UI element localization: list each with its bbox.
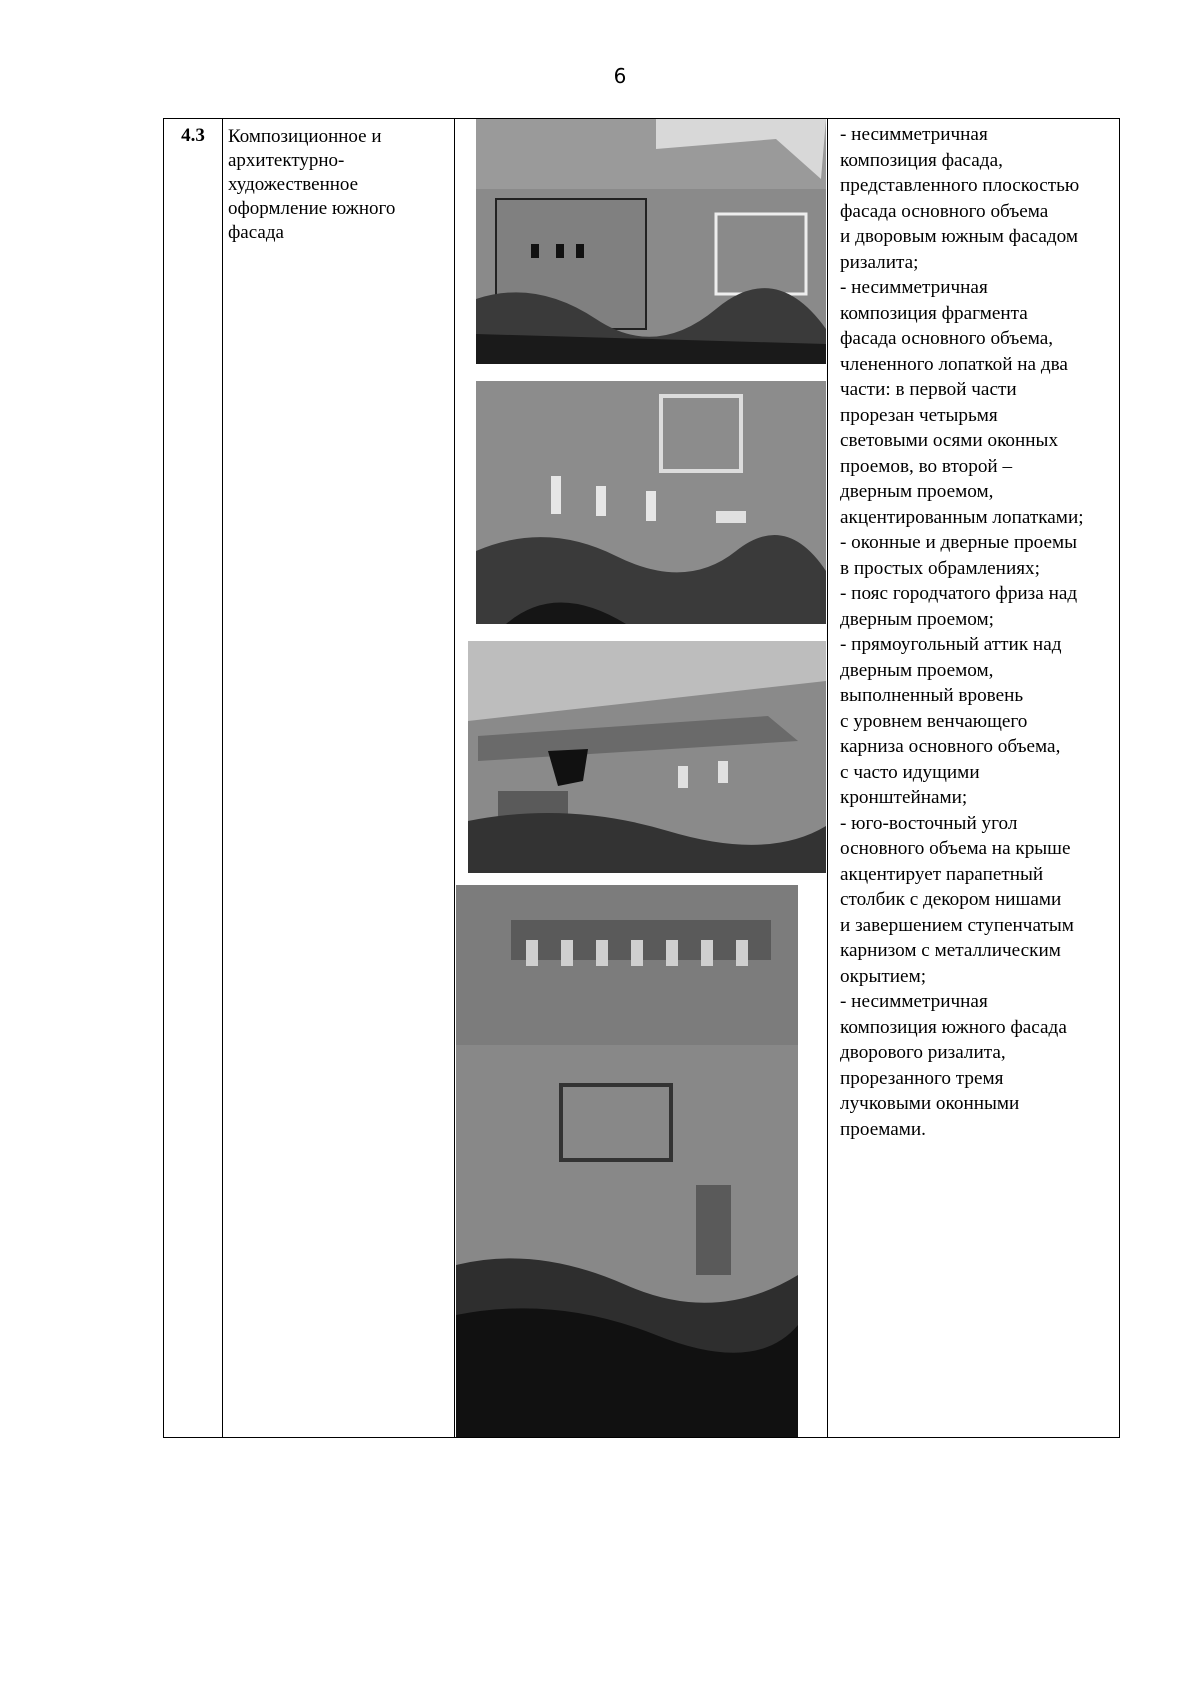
page-number: 6 xyxy=(613,64,627,88)
description-line: и завершением ступенчатым xyxy=(840,914,1074,936)
photo-column xyxy=(456,119,826,1437)
column-divider xyxy=(827,119,828,1437)
element-name-line: художественное xyxy=(228,174,359,195)
description-line: члененного лопаткой на два xyxy=(840,353,1068,375)
description-line: прорезан четырьмя xyxy=(840,404,998,426)
row-number: 4.3 xyxy=(181,125,205,146)
element-name-line: Композиционное и xyxy=(228,126,382,147)
description-line: - прямоугольный аттик над xyxy=(840,634,1062,655)
description-line: с уровнем венчающего xyxy=(840,710,1028,732)
description-line: композиция фасада, xyxy=(840,149,1003,171)
description-line: - несимметричная xyxy=(840,991,988,1012)
description-line: - несимметричная xyxy=(840,277,988,298)
description-line: проемами. xyxy=(840,1118,926,1140)
description-line: основного объема на крыше xyxy=(840,838,1071,859)
description-table xyxy=(163,118,1120,1438)
facade-photo-1 xyxy=(476,119,826,364)
description-line: - оконные и дверные проемы xyxy=(840,532,1078,553)
description-line: - пояс городчатого фриза над xyxy=(840,583,1078,604)
element-name-line: оформление южного xyxy=(228,198,396,219)
description-line: выполненный вровень xyxy=(840,685,1024,706)
description-line: с часто идущими xyxy=(840,761,980,783)
description-line: фасада основного объема, xyxy=(840,328,1054,349)
description-line: композиция южного фасада xyxy=(840,1016,1067,1038)
description-line: карнизом с металлическим xyxy=(840,940,1061,961)
description-line: представленного плоскостью xyxy=(840,175,1080,196)
description-line: проемов, во второй – xyxy=(840,455,1013,477)
description-line: в простых обрамлениях; xyxy=(840,557,1040,579)
description-line: световыми осями оконных xyxy=(840,430,1059,451)
description-line: столбик с декором нишами xyxy=(840,889,1062,910)
description-line: лучковыми оконными xyxy=(840,1093,1020,1114)
description-line: композиция фрагмента xyxy=(840,302,1028,324)
description-line: дверным проемом, xyxy=(840,481,994,502)
element-name-line: фасада xyxy=(228,222,284,243)
facade-photo-2 xyxy=(476,381,826,624)
description-line: ризалита; xyxy=(840,251,919,273)
description-line: части: в первой части xyxy=(840,379,1017,400)
description-line: дверным проемом, xyxy=(840,659,994,681)
description-line: акцентированным лопатками; xyxy=(840,506,1084,528)
element-name-line: архитектурно- xyxy=(228,150,345,171)
facade-photo-3 xyxy=(468,641,826,873)
column-divider xyxy=(222,119,223,1437)
description-line: прорезанного тремя xyxy=(840,1067,1004,1089)
description-line: фасада основного объема xyxy=(840,200,1049,222)
description-line: акцентирует парапетный xyxy=(840,863,1044,885)
column-divider xyxy=(454,119,455,1437)
description-line: дверным проемом; xyxy=(840,608,994,630)
description-line: кронштейнами; xyxy=(840,787,968,808)
facade-photo-4 xyxy=(456,885,798,1437)
description-line: карниза основного объема, xyxy=(840,736,1061,757)
element-name xyxy=(228,125,424,245)
description-text xyxy=(840,122,1120,1142)
description-line: - несимметричная xyxy=(840,124,988,145)
description-line: дворового ризалита, xyxy=(840,1042,1006,1063)
description-line: окрытием; xyxy=(840,965,927,987)
description-line: - юго-восточный угол xyxy=(840,812,1018,834)
description-line: и дворовым южным фасадом xyxy=(840,226,1078,247)
